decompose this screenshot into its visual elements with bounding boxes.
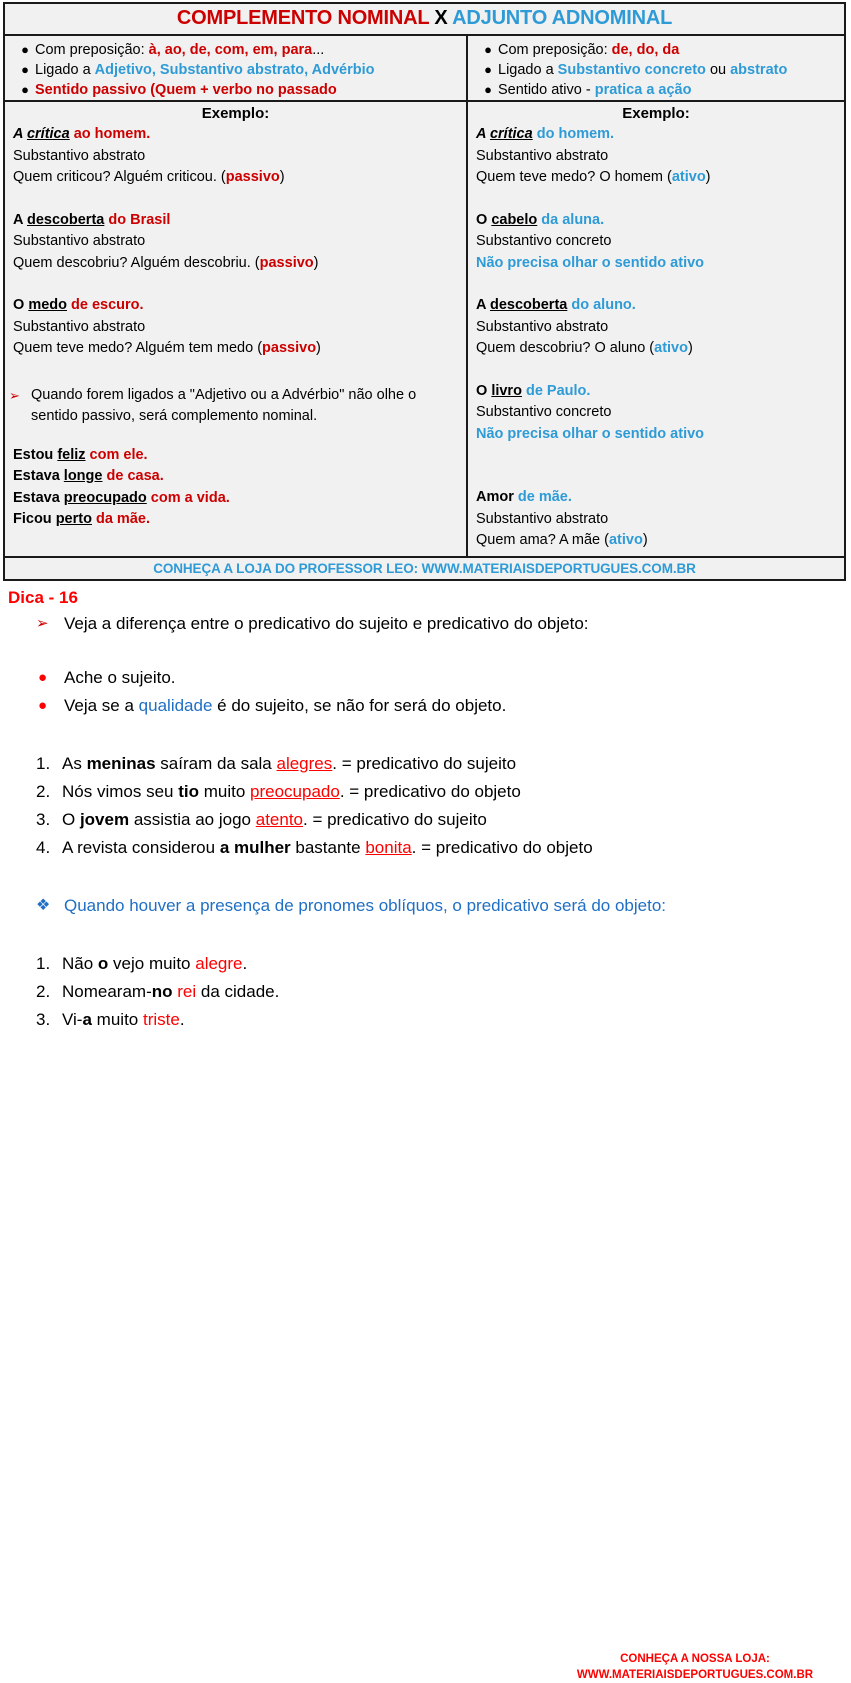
- headline-complement: da aluna: [537, 211, 601, 228]
- left-note-text: Quando forem ligados a "Adjetivo ou a Advérbio" não olhe o sentido passivo, será complemento nominal.: [31, 386, 417, 424]
- spacer: [13, 274, 466, 295]
- sentence-adjective: preocupado: [63, 489, 147, 506]
- sentence-mid: assistia ao jogo: [129, 809, 256, 829]
- sentence-lead: As: [62, 753, 87, 773]
- spacer: [6, 862, 851, 892]
- example-headline: [476, 487, 844, 509]
- question-close: ): [316, 340, 321, 356]
- example-headline: [13, 210, 466, 232]
- headline-complement: de escuro: [66, 297, 140, 313]
- example-classification: Substantivo abstrato: [476, 147, 609, 164]
- question-close: ): [687, 340, 693, 356]
- question-close: ): [642, 532, 648, 548]
- arrow-bullet-icon: ➢: [9, 387, 20, 403]
- bullet-text: Ache o sujeito.: [64, 667, 176, 687]
- sentence-subject: jovem: [79, 809, 130, 829]
- pronoun-note-text: Quando houver a presença de pronomes oblíquos, o predicativo será do objeto:: [64, 895, 667, 915]
- bullet-dot-icon: ●: [38, 668, 48, 686]
- dica-bullet-item: [6, 664, 851, 692]
- sentence-adjective: feliz: [57, 446, 86, 463]
- dica-arrow-note-text: Veja a diferença entre o predicativo do sujeito e predicativo do objeto:: [64, 613, 589, 633]
- headline-noun: cabelo: [491, 211, 538, 228]
- left-rule-item: [5, 40, 466, 60]
- sentence-predicative: preocupado: [250, 781, 340, 801]
- headline-complement: ao homem: [69, 126, 147, 142]
- rule-tail: ...: [312, 42, 325, 58]
- right-examples: [468, 124, 844, 556]
- question-text: Quem ama? A mãe (: [476, 532, 609, 548]
- sentence-answer: . = predicativo do objeto: [339, 781, 521, 801]
- rule-accent: de, do, da: [611, 42, 680, 58]
- column-adjunto-adnominal: [468, 36, 844, 556]
- sentence-mid: bastante: [290, 837, 366, 857]
- sentence-predicative: alegre: [195, 953, 243, 973]
- bullet-highlight: qualidade: [138, 695, 213, 715]
- voice-tag: ativo: [671, 169, 706, 185]
- sentence-period: .: [225, 489, 230, 506]
- dica-bullet-item: [6, 692, 851, 720]
- example-question: [13, 338, 466, 360]
- rule-lead: Com preposição:: [498, 42, 612, 58]
- headline-article: O: [13, 297, 29, 313]
- right-rule-item: [468, 40, 844, 60]
- headline-period: .: [586, 382, 591, 399]
- sentence-period: .: [143, 446, 148, 463]
- spacer: [13, 189, 466, 210]
- headline-period: .: [139, 297, 144, 313]
- sentence-predicative: alegres: [276, 753, 333, 773]
- bullet-dot-icon: ●: [38, 696, 48, 714]
- example-headline: [476, 381, 844, 403]
- comparison-table: [3, 2, 846, 581]
- spacer: [476, 274, 844, 295]
- question-close: ): [705, 169, 711, 185]
- column-complemento-nominal: [5, 36, 468, 556]
- question-text: Quem descobriu? O aluno (: [476, 340, 655, 356]
- sentence-complement: com a vida: [146, 489, 226, 506]
- headline-period: .: [146, 126, 151, 142]
- example-classification: Substantivo abstrato: [13, 233, 146, 249]
- left-rules-list: [5, 36, 466, 102]
- example-question: [476, 338, 844, 360]
- spacer: [6, 638, 851, 664]
- sentence-lead: Estava: [13, 468, 64, 484]
- question-text: Quem criticou? Alguém criticou. (: [13, 169, 226, 185]
- bullet-dot-icon: ●: [21, 42, 29, 57]
- question-text: Quem descobriu? Alguém descobriu. (: [13, 254, 260, 271]
- title-separator: X: [429, 7, 453, 29]
- question-close: ): [313, 254, 319, 271]
- rule-lead: Ligado a: [498, 62, 558, 78]
- sentence-mid: muito: [198, 781, 251, 801]
- bullet-dot-icon: ●: [21, 62, 29, 77]
- sentence-subject: tio: [178, 781, 199, 801]
- table-title-row: [5, 4, 844, 36]
- sentence-lead: Estava: [13, 489, 64, 506]
- sentence-lead: O: [62, 809, 80, 829]
- example-classification: Substantivo concreto: [476, 404, 612, 420]
- store-banner: CONHEÇA A LOJA DO PROFESSOR LEO: WWW.MATERIAISDEPORTUGUES.COM.BR: [5, 556, 844, 579]
- sentence-complement: de casa: [102, 468, 160, 484]
- dica-section: [0, 581, 851, 1681]
- left-example-header: Exemplo:: [201, 105, 270, 122]
- headline-article: A: [13, 211, 27, 228]
- numbered-item: [6, 950, 851, 978]
- example-classification: Substantivo abstrato: [476, 510, 609, 527]
- question-text: Quem teve medo? O homem (: [476, 169, 672, 185]
- numbered-item: [6, 834, 851, 862]
- headline-noun: livro: [491, 382, 522, 399]
- sentence-answer: . = predicativo do objeto: [411, 837, 593, 857]
- headline-article: O: [476, 382, 492, 399]
- sentence-complement: com ele: [85, 446, 144, 463]
- sentence-complement: da mãe: [91, 511, 146, 527]
- headline-period: .: [610, 126, 615, 142]
- sentence-lead: Não: [62, 953, 98, 973]
- headline-article: Amor: [476, 489, 514, 505]
- headline-noun: crítica: [489, 126, 533, 142]
- headline-complement: de Paulo: [521, 382, 587, 399]
- rule-accent: pratica a ação: [594, 82, 692, 98]
- dica-title: Dica - 16: [8, 587, 78, 607]
- sentence-period: .: [145, 511, 150, 527]
- adverb-example: [13, 466, 466, 488]
- rule-lead: Com preposição:: [35, 42, 149, 58]
- bullet-dot-icon: ●: [21, 82, 29, 97]
- sentence-lead: Ficou: [13, 511, 56, 527]
- sentence-adjective: longe: [63, 468, 103, 484]
- example-headline: [476, 295, 844, 317]
- sentence-subject: meninas: [86, 753, 156, 773]
- sentence-adjective: perto: [55, 511, 92, 527]
- arrow-bullet-icon: ➢: [36, 614, 49, 632]
- spacer: [476, 445, 844, 466]
- sentence-pronoun: a: [82, 1009, 92, 1029]
- headline-complement: de mãe: [513, 489, 568, 505]
- sentence-lead: Estou: [13, 446, 58, 463]
- voice-tag: passivo: [262, 340, 317, 356]
- example-headline: [13, 124, 466, 146]
- example-classification: Substantivo concreto: [476, 233, 612, 249]
- spacer: [476, 466, 844, 487]
- bullet-dot-icon: ●: [484, 82, 492, 97]
- spacer: [5, 427, 466, 445]
- spacer: [6, 920, 851, 950]
- sentence-tail: da cidade.: [196, 981, 280, 1001]
- headline-noun: descoberta: [489, 297, 568, 313]
- sentence-predicative: atento: [255, 809, 303, 829]
- table-columns: [5, 36, 844, 556]
- left-rule-item: [5, 80, 466, 100]
- sentence-predicative: triste: [142, 1009, 180, 1029]
- headline-complement: do homem: [532, 126, 611, 142]
- example-classification: Substantivo abstrato: [476, 318, 609, 335]
- left-adverb-examples: [5, 445, 466, 535]
- headline-noun: descoberta: [26, 211, 105, 228]
- example-question: [13, 167, 466, 189]
- question-text: Quem teve medo? Alguém tem medo (: [13, 340, 263, 356]
- footer-line-2: WWW.MATERIAISDEPORTUGUES.COM.BR: [576, 1668, 814, 1681]
- example-note: Não precisa olhar o sentido ativo: [476, 254, 705, 271]
- headline-period: .: [600, 211, 605, 228]
- headline-noun: crítica: [26, 126, 70, 142]
- sentence-lead: A revista considerou: [62, 837, 220, 857]
- voice-tag: passivo: [259, 254, 314, 271]
- bullet-dot-icon: ●: [484, 62, 492, 77]
- question-close: ): [279, 169, 285, 185]
- sentence-lead: Vi-: [62, 1009, 83, 1029]
- left-note: [5, 385, 466, 427]
- rule-accent: à, ao, de, com, em, para: [148, 42, 313, 58]
- headline-noun: medo: [28, 297, 67, 313]
- example-question: [476, 167, 844, 189]
- rule-mid: ou: [705, 62, 731, 78]
- spacer: [13, 360, 466, 381]
- sentence-predicative: bonita: [365, 837, 412, 857]
- title-part-adjunto: ADJUNTO ADNOMINAL: [452, 7, 673, 29]
- numbered-item: [6, 806, 851, 834]
- sentence-mid: muito: [91, 1009, 143, 1029]
- list-number: 4.: [36, 837, 51, 857]
- dica-arrow-note: [6, 610, 851, 638]
- sentence-pronoun: o: [97, 953, 109, 973]
- headline-period: .: [631, 297, 636, 313]
- list-number: 2.: [36, 981, 51, 1001]
- headline-article: A: [476, 297, 490, 313]
- list-number: 3.: [36, 1009, 51, 1029]
- sentence-mid: vejo muito: [108, 953, 196, 973]
- voice-tag: ativo: [654, 340, 688, 356]
- diamond-bullet-icon: ❖: [36, 896, 51, 914]
- right-rules-list: [468, 36, 844, 102]
- headline-complement: do Brasil: [104, 211, 171, 228]
- headline-period: .: [567, 489, 572, 505]
- headline-complement: do aluno: [567, 297, 632, 313]
- headline-article: A: [13, 126, 27, 142]
- right-rule-item: [468, 80, 844, 100]
- left-rule-item: [5, 60, 466, 80]
- example-headline: [476, 124, 844, 146]
- adverb-example: [13, 488, 466, 510]
- bullet-text-tail: é do sujeito, se não for será do objeto.: [212, 695, 507, 715]
- spacer: [476, 189, 844, 210]
- headline-article: A: [476, 126, 490, 142]
- example-question: [13, 253, 466, 275]
- spacer: [476, 360, 844, 381]
- example-question: [476, 530, 844, 552]
- rule-accent: Substantivo concreto: [557, 62, 706, 78]
- sentence-tail: .: [242, 953, 248, 973]
- sentence-answer: . = predicativo do sujeito: [303, 809, 487, 829]
- right-rule-item: [468, 60, 844, 80]
- example-classification: Substantivo abstrato: [13, 147, 146, 164]
- example-classification: Substantivo abstrato: [13, 318, 146, 335]
- sentence-lead: Nós vimos seu: [62, 781, 179, 801]
- rule-accent: Sentido passivo (Quem + verbo no passado: [35, 82, 337, 98]
- sentence-tail: .: [179, 1009, 185, 1029]
- list-number: 1.: [36, 953, 51, 973]
- example-headline: [476, 210, 844, 232]
- pronoun-note: [6, 892, 851, 920]
- title-part-complemento: COMPLEMENTO NOMINAL: [176, 7, 430, 29]
- rule-accent-2: abstrato: [730, 62, 788, 78]
- example-note: Não precisa olhar o sentido ativo: [476, 425, 705, 442]
- rule-lead: Sentido ativo -: [498, 82, 595, 98]
- numbered-item: [6, 978, 851, 1006]
- sentence-answer: . = predicativo do sujeito: [332, 753, 517, 773]
- list-number: 2.: [36, 781, 51, 801]
- sentence-period: .: [159, 468, 164, 484]
- sentence-subject: a mulher: [219, 837, 291, 857]
- left-examples: [5, 124, 466, 385]
- sentence-mid: saíram da sala: [155, 753, 277, 773]
- numbered-item: [6, 1006, 851, 1034]
- bullet-text: Veja se a: [64, 695, 139, 715]
- footer-line-1: CONHEÇA A NOSSA LOJA:: [620, 1652, 770, 1665]
- numbered-item: [6, 778, 851, 806]
- numbered-item: [6, 750, 851, 778]
- rule-accent: Adjetivo, Substantivo abstrato, Advérbio: [94, 62, 375, 78]
- headline-article: O: [476, 211, 492, 228]
- right-example-header: Exemplo:: [622, 105, 690, 122]
- list-number: 3.: [36, 809, 51, 829]
- voice-tag: passivo: [225, 169, 280, 185]
- adverb-example: [13, 509, 466, 531]
- sentence-pronoun: no: [151, 981, 173, 1001]
- voice-tag: ativo: [608, 532, 643, 548]
- adverb-example: [13, 445, 466, 467]
- spacer: [6, 720, 851, 750]
- bullet-dot-icon: ●: [484, 42, 492, 57]
- list-number: 1.: [36, 753, 51, 773]
- rule-lead: Ligado a: [35, 62, 95, 78]
- sentence-lead: Nomearam-: [62, 981, 152, 1001]
- sentence-predicative: rei: [177, 981, 197, 1001]
- footer-store-note: [545, 1651, 845, 1683]
- example-headline: [13, 295, 466, 317]
